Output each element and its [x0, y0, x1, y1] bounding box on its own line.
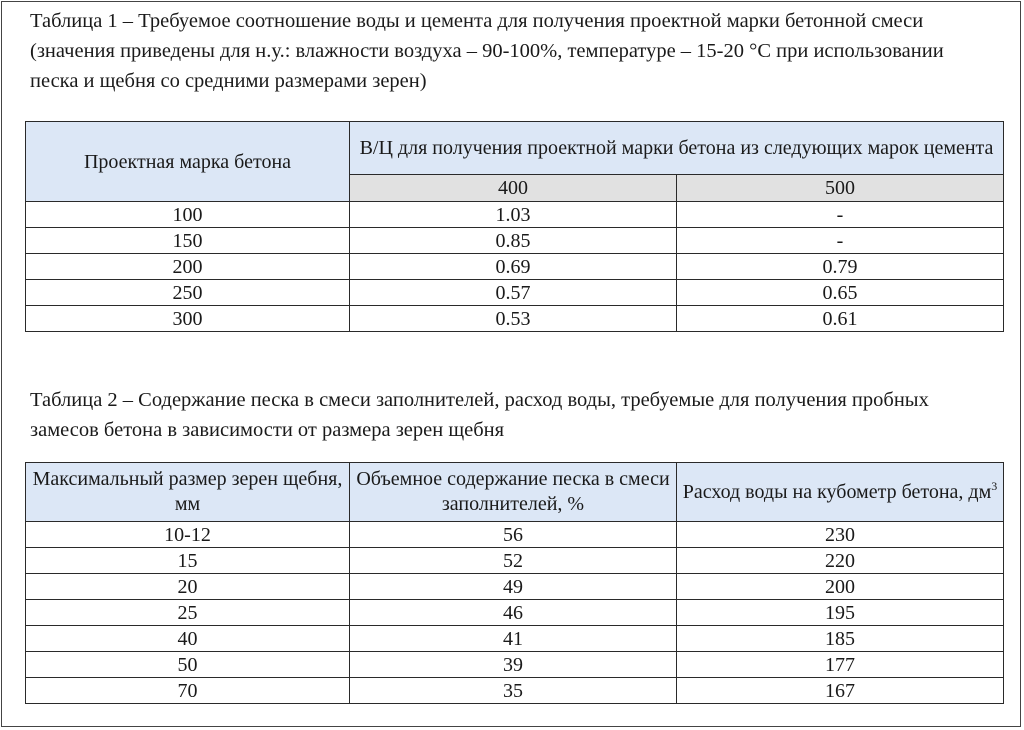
table1-subheader-500: 500	[677, 175, 1004, 202]
table1-cell-500: 0.61	[677, 306, 1004, 332]
table1-header-grade: Проектная марка бетона	[26, 122, 350, 202]
table1-cell-400: 1.03	[350, 202, 677, 228]
table1-cell-grade: 250	[26, 280, 350, 306]
table1-subheader-400: 400	[350, 175, 677, 202]
table-row	[26, 678, 1004, 704]
table-row	[26, 652, 1004, 678]
table2-header-water	[677, 463, 1004, 522]
table2-sand-water-content	[25, 462, 1004, 704]
table1-cell-400: 0.69	[350, 254, 677, 280]
table1-cell-400: 0.57	[350, 280, 677, 306]
table-row	[26, 626, 1004, 652]
table1-cell-grade: 100	[26, 202, 350, 228]
table-row	[26, 522, 1004, 548]
table1-cell-500: 0.65	[677, 280, 1004, 306]
table2-cell-sand: 52	[350, 548, 677, 574]
table2-cell-water: 200	[677, 574, 1004, 600]
table2-cell-size: 25	[26, 600, 350, 626]
table1-cell-400: 0.53	[350, 306, 677, 332]
table2-header-water-sup: 3	[991, 478, 998, 493]
table1-cell-grade: 150	[26, 228, 350, 254]
table1-cell-500: 0.79	[677, 254, 1004, 280]
table2-cell-water: 220	[677, 548, 1004, 574]
table2-cell-water: 185	[677, 626, 1004, 652]
table2-cell-size: 70	[26, 678, 350, 704]
table1-caption: Таблица 1 – Требуемое соотношение воды и цемента для получения проектной марки бетонной смеси (значения приведены для н.у.: влажности воздуха – 90-100%, температуре – 15-20 °С при использовании песка и щебня со средними размерами зерен)	[30, 10, 944, 92]
table1-cell-500: -	[677, 228, 1004, 254]
table2-cell-sand: 46	[350, 600, 677, 626]
table-row	[26, 574, 1004, 600]
table-row	[26, 202, 1004, 228]
table2-cell-sand: 35	[350, 678, 677, 704]
table2-cell-water: 177	[677, 652, 1004, 678]
table1-header-wc: В/Ц для получения проектной марки бетона из следующих марок цемента	[350, 122, 1004, 175]
table2-cell-size: 20	[26, 574, 350, 600]
table2-cell-water: 195	[677, 600, 1004, 626]
table1-cell-grade: 200	[26, 254, 350, 280]
table-row	[26, 306, 1004, 332]
table2-cell-size: 15	[26, 548, 350, 574]
table1-cell-400: 0.85	[350, 228, 677, 254]
table2-cell-sand: 41	[350, 626, 677, 652]
table2-header-sand: Объемное содержание песка в смеси заполнителей, %	[350, 463, 677, 522]
table2-cell-size: 10-12	[26, 522, 350, 548]
table2-cell-sand: 56	[350, 522, 677, 548]
table-row	[26, 280, 1004, 306]
table2-cell-size: 40	[26, 626, 350, 652]
table-row	[26, 228, 1004, 254]
table1-cell-grade: 300	[26, 306, 350, 332]
table2-cell-water: 230	[677, 522, 1004, 548]
table2-header-water-label: Расход воды на кубометр бетона, дм	[682, 480, 992, 503]
table1-water-cement-ratio	[25, 121, 1004, 332]
table2-cell-water: 167	[677, 678, 1004, 704]
table2-cell-size: 50	[26, 652, 350, 678]
table2-cell-sand: 39	[350, 652, 677, 678]
table-row	[26, 600, 1004, 626]
table1-cell-500: -	[677, 202, 1004, 228]
table-row	[26, 254, 1004, 280]
table-row	[26, 548, 1004, 574]
table2-cell-sand: 49	[350, 574, 677, 600]
table2-header-size: Максимальный размер зерен щебня, мм	[26, 463, 350, 522]
table2-caption: Таблица 2 – Содержание песка в смеси заполнителей, расход воды, требуемые для получения пробных замесов бетона в зависимости от размера зерен щебня	[30, 389, 929, 441]
